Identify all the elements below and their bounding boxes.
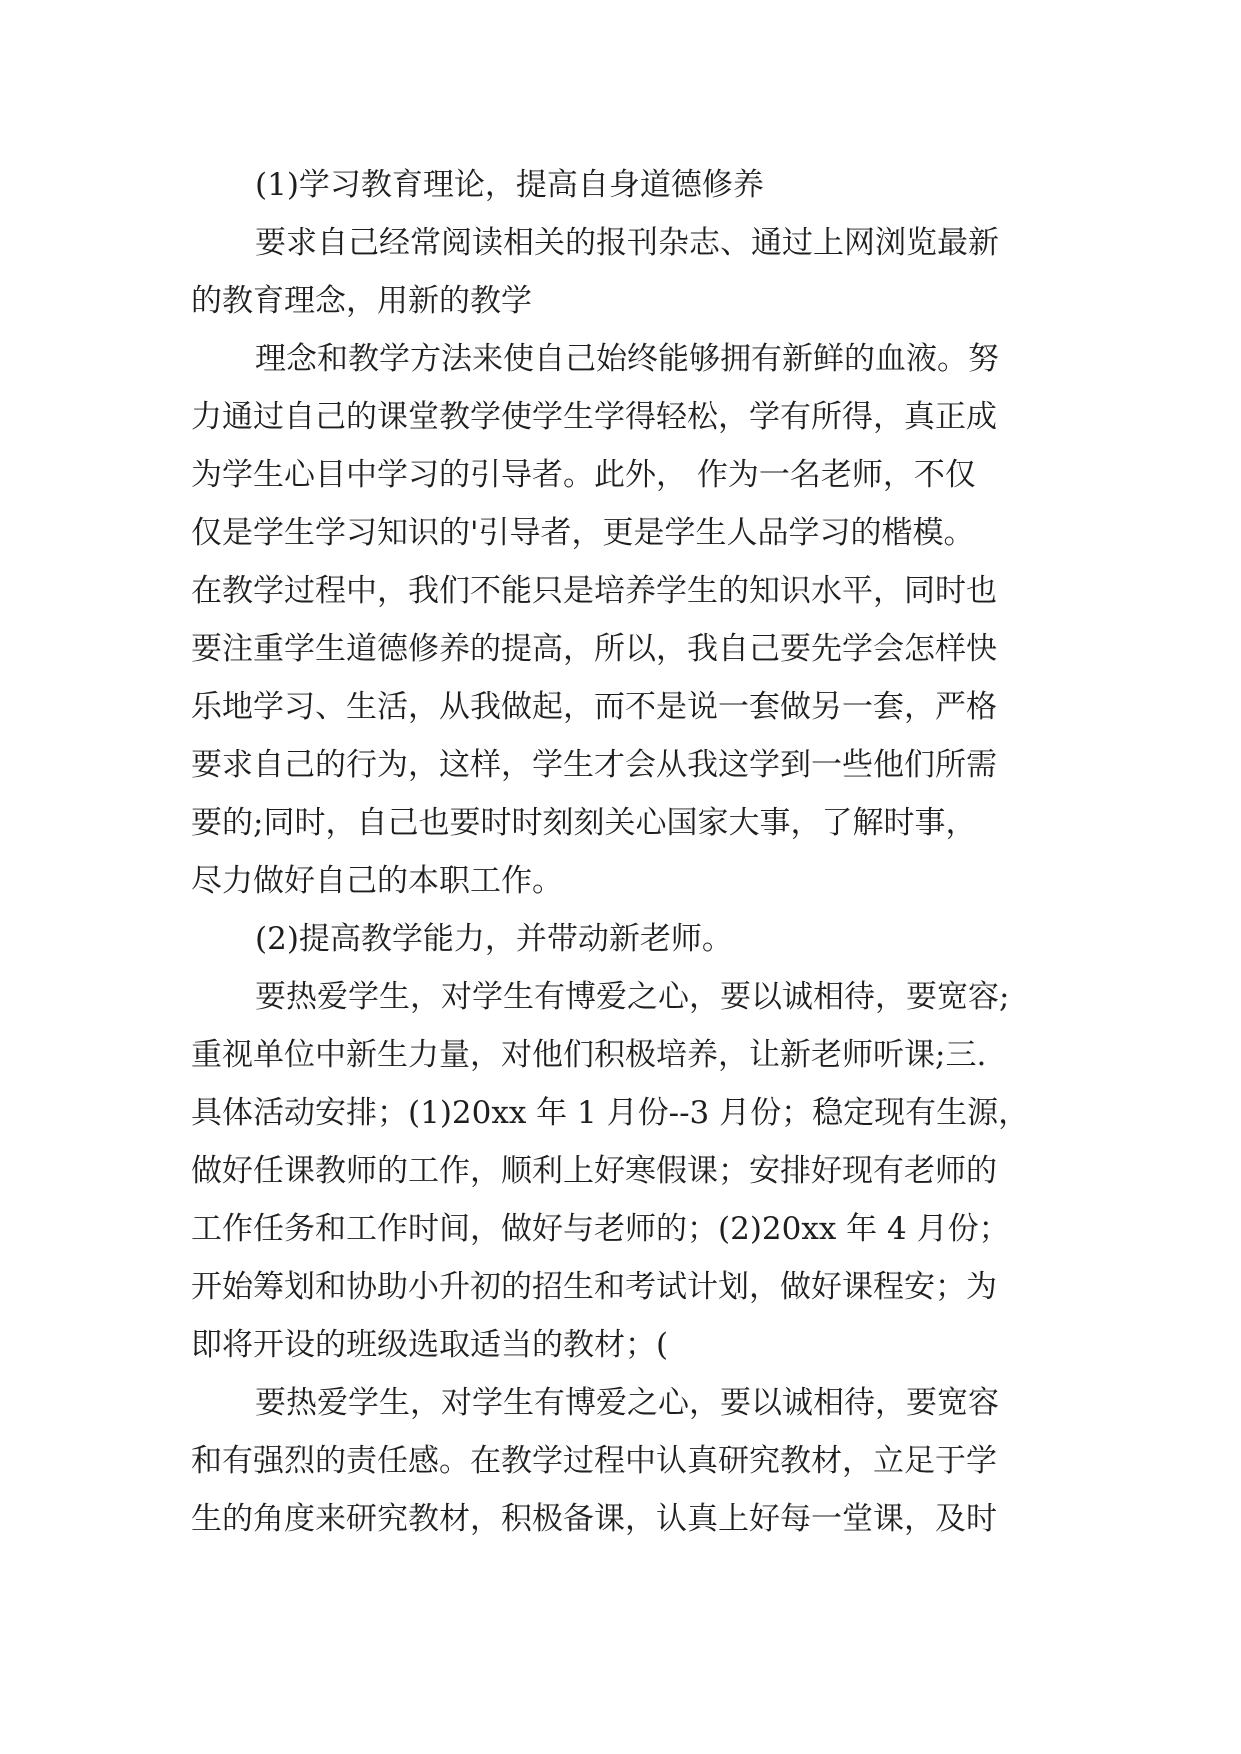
paragraph-line: 即将开设的班级选取适当的教材；( xyxy=(191,1327,669,1363)
paragraph-line: 理念和教学方法来使自己始终能够拥有新鲜的血液。努 xyxy=(255,341,999,377)
paragraph-line: 要求自己经常阅读相关的报刊杂志、通过上网浏览最新 xyxy=(255,225,999,261)
paragraph-line: 要求自己的行为，这样，学生才会从我这学到一些他们所需 xyxy=(191,747,997,783)
paragraph-line: 要的;同时，自己也要时时刻刻关心国家大事，了解时事， xyxy=(191,805,977,841)
paragraph-line: 做好任课教师的工作，顺利上好寒假课；安排好现有老师的 xyxy=(191,1153,997,1189)
paragraph-line: 要热爱学生，对学生有博爱之心，要以诚相待，要宽容 xyxy=(255,1385,999,1421)
paragraph-line: 重视单位中新生力量，对他们积极培养，让新老师听课;三. xyxy=(191,1037,987,1073)
paragraph-line: 具体活动安排；(1)20xx 年 1 月份--3 月份；稳定现有生源， xyxy=(191,1095,1030,1131)
paragraph-line: 乐地学习、生活，从我做起，而不是说一套做另一套，严格 xyxy=(191,689,997,725)
section-heading-2: (2)提高教学能力，并带动新老师。 xyxy=(255,921,733,957)
document-body xyxy=(191,156,1071,1548)
paragraph-line: 的教育理念，用新的教学 xyxy=(191,283,532,319)
paragraph-line: 开始筹划和协助小升初的招生和考试计划，做好课程安；为 xyxy=(191,1269,997,1305)
paragraph-line: 生的角度来研究教材，积极备课，认真上好每一堂课，及时 xyxy=(191,1501,997,1537)
paragraph-line: 要注重学生道德修养的提高，所以，我自己要先学会怎样快 xyxy=(191,631,997,667)
paragraph-line: 仅是学生学习知识的'引导者，更是学生人品学习的楷模。 xyxy=(191,515,975,551)
paragraph-line: 为学生心目中学习的引导者。此外， 作为一名老师，不仅 xyxy=(191,457,976,493)
paragraph-line: 力通过自己的课堂教学使学生学得轻松，学有所得，真正成 xyxy=(191,399,997,435)
paragraph-line: 和有强烈的责任感。在教学过程中认真研究教材，立足于学 xyxy=(191,1443,997,1479)
section-heading-1: (1)学习教育理论，提高自身道德修养 xyxy=(255,167,764,203)
paragraph-line: 尽力做好自己的本职工作。 xyxy=(191,863,563,899)
paragraph-line: 要热爱学生，对学生有博爱之心，要以诚相待，要宽容; xyxy=(255,979,1010,1015)
paragraph-line: 工作任务和工作时间，做好与老师的；(2)20xx 年 4 月份； xyxy=(191,1211,1010,1247)
paragraph-line: 在教学过程中，我们不能只是培养学生的知识水平，同时也 xyxy=(191,573,997,609)
